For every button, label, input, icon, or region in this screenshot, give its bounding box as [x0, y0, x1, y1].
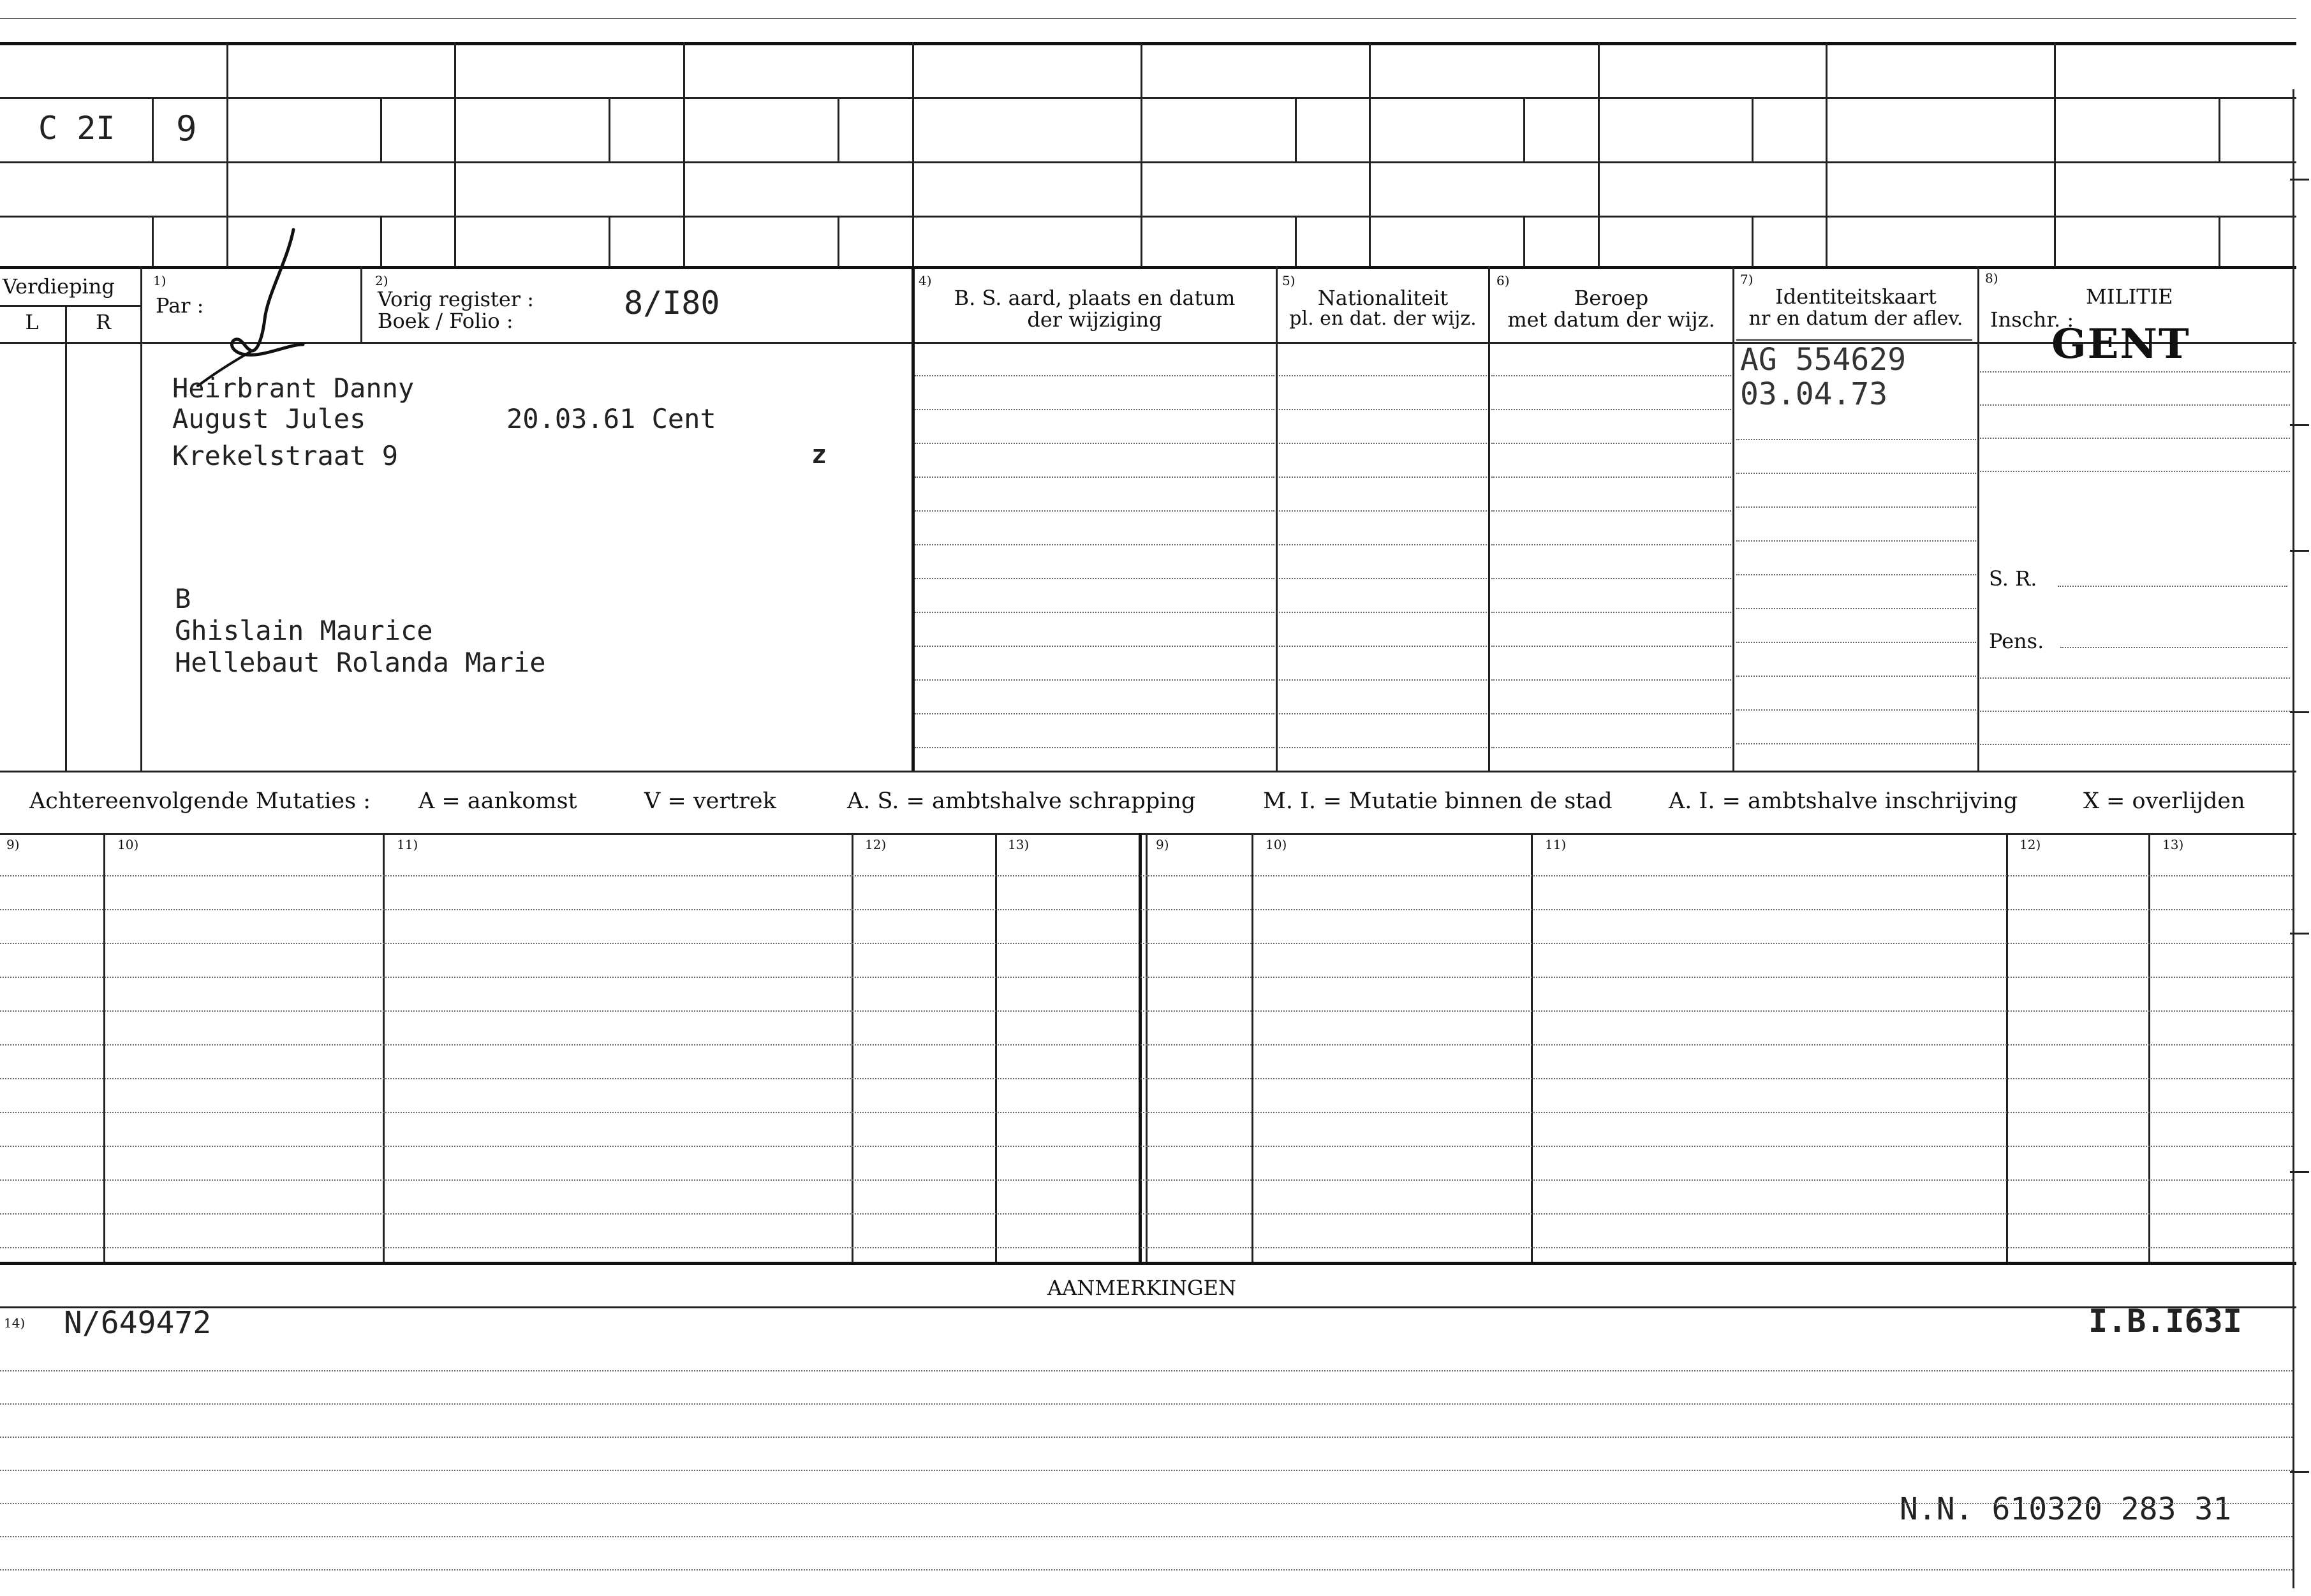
dotted-rule: [1279, 409, 1487, 410]
militie-stamp: GENT: [2051, 320, 2190, 368]
vline-id-end: [1977, 266, 1979, 771]
par-number: 1): [153, 273, 166, 288]
mut-vline: [1251, 833, 1253, 1262]
dotted-rule: [1980, 371, 2290, 373]
mut-vline: [103, 833, 105, 1262]
top-grid-vline: [1826, 42, 1827, 267]
vorig-register-label: Vorig register :: [378, 287, 535, 311]
dotted-rule: [1279, 679, 1487, 681]
dotted-rule: [1736, 608, 1976, 609]
dotted-rule: [1736, 540, 1976, 542]
dotted-rule: [915, 679, 1274, 681]
top-grid-vline: [454, 42, 456, 267]
dotted-rule: [1491, 646, 1731, 647]
top-grid-minor-vline: [609, 97, 610, 161]
mut-right-col-9: 9): [1156, 837, 1169, 852]
dotted-rule: [0, 1078, 2293, 1079]
vorig-number: 2): [375, 273, 388, 288]
verdieping-l-label: L: [25, 310, 39, 334]
top-grid-border: [0, 42, 2296, 45]
mutaties-ai: A. I. = ambtshalve inschrijving: [1669, 788, 2018, 814]
mutaties-a: A = aankomst: [418, 788, 577, 814]
dotted-rule: [1491, 713, 1731, 714]
person-father: Ghislain Maurice: [175, 615, 433, 646]
dotted-rule: [1491, 510, 1731, 512]
mut-vline: [995, 833, 997, 1262]
top-grid-minor-vline: [1295, 97, 1297, 161]
mut-right-col-12: 12): [2019, 837, 2041, 852]
dotted-rule: [1279, 510, 1487, 512]
dotted-rule: [0, 909, 2293, 910]
dotted-rule: [1491, 443, 1731, 444]
dotted-rule: [1736, 473, 1976, 474]
dotted-rule: [0, 1503, 2293, 1504]
dotted-rule: [0, 1044, 2293, 1046]
top-grid-minor-vline: [1295, 216, 1297, 267]
dotted-rule: [915, 612, 1274, 613]
mut-vline: [1531, 833, 1533, 1262]
nationaliteit-label-1: Nationaliteit: [1317, 286, 1449, 310]
mut-left-col-10: 10): [117, 837, 139, 852]
dotted-rule: [0, 943, 2293, 944]
top-edge-line: [0, 18, 2296, 19]
top-grid-minor-vline: [2219, 216, 2220, 267]
nationaliteit-label-2: pl. en dat. der wijz.: [1289, 307, 1477, 330]
dotted-rule: [1736, 709, 1976, 711]
dotted-rule: [1279, 443, 1487, 444]
pens-dotline: [2060, 647, 2287, 648]
top-grid-line: [0, 216, 2296, 218]
verdieping-divider: [0, 305, 140, 307]
dotted-rule: [915, 409, 1274, 410]
dotted-rule: [1491, 409, 1731, 410]
mutaties-x: X = overlijden: [2083, 788, 2245, 814]
code-right: 9: [176, 108, 197, 149]
person-address: Krekelstraat 9: [172, 440, 399, 471]
dotted-rule: [1279, 713, 1487, 714]
dotted-rule: [1491, 477, 1731, 478]
top-grid-minor-vline: [1752, 216, 1754, 267]
dotted-rule: [0, 1179, 2293, 1181]
top-grid-minor-vline: [380, 216, 382, 267]
dotted-rule: [1980, 438, 2290, 439]
verdieping-label: Verdieping: [3, 274, 115, 299]
mutaties-mi: M. I. = Mutatie binnen de stad: [1263, 788, 1613, 814]
dotted-rule: [1279, 375, 1487, 376]
top-grid-minor-vline: [838, 97, 839, 161]
bs-label-2: der wijziging: [1027, 307, 1162, 332]
vline-par-end: [360, 266, 362, 342]
dotted-rule: [1736, 439, 1976, 440]
header-bottom-line: [0, 342, 2296, 344]
par-label: Par :: [156, 293, 204, 318]
id-card-date: 03.04.73: [1740, 376, 1888, 412]
dotted-rule: [0, 1370, 2293, 1371]
mutaties-grid-bottom: [0, 1262, 2296, 1265]
vline-verdieping-mid: [65, 305, 67, 771]
code-left: C 2I: [38, 110, 115, 147]
mut-left-col-9: 9): [6, 837, 20, 852]
mut-vline-center-2: [1146, 833, 1148, 1262]
dotted-rule: [1736, 743, 1976, 744]
mut-vline: [2006, 833, 2008, 1262]
dotted-rule: [1736, 642, 1976, 643]
dotted-rule: [1279, 646, 1487, 647]
top-grid-minor-vline: [1523, 216, 1525, 267]
nationaliteit-number: 5): [1282, 273, 1296, 288]
dotted-rule: [1980, 471, 2290, 472]
mut-right-col-10: 10): [1266, 837, 1287, 852]
dotted-rule: [915, 544, 1274, 545]
dotted-rule: [0, 1403, 2293, 1405]
aanmerkingen-ib: I.B.I63I: [2088, 1303, 2242, 1340]
dotted-rule: [1491, 375, 1731, 376]
militie-number: 8): [1985, 270, 1998, 286]
identiteit-label-1: Identiteitskaart: [1775, 284, 1937, 309]
dotted-rule: [0, 875, 2293, 876]
id-card-underline: [1736, 339, 1972, 341]
dotted-rule: [915, 578, 1274, 579]
identiteit-number: 7): [1740, 272, 1754, 287]
dotted-rule: [1491, 544, 1731, 545]
top-grid-minor-vline: [2219, 97, 2220, 161]
mut-vline: [2148, 833, 2150, 1262]
militie-label: MILITIE: [2086, 284, 2173, 309]
dotted-rule: [0, 1569, 2293, 1570]
mutaties-top-line: [0, 771, 2296, 772]
dotted-rule: [0, 1010, 2293, 1012]
aanmerkingen-number: 14): [4, 1315, 26, 1331]
top-grid-minor-vline: [152, 97, 154, 161]
dotted-rule: [1491, 578, 1731, 579]
top-grid-vline: [1598, 42, 1600, 267]
mut-vline-center: [1139, 833, 1142, 1262]
top-grid-minor-vline: [152, 216, 154, 267]
dotted-rule: [1980, 677, 2290, 679]
dotted-rule: [0, 1247, 2293, 1248]
top-grid-vline: [1141, 42, 1142, 267]
vline-verdieping-end: [140, 266, 142, 771]
bs-number: 4): [919, 273, 932, 288]
mut-left-col-11: 11): [397, 837, 418, 852]
boek-folio-label: Boek / Folio :: [378, 309, 513, 333]
aanmerkingen-ref: N/649472: [64, 1305, 212, 1341]
dotted-rule: [915, 477, 1274, 478]
inschr-label: Inschr. :: [1990, 307, 2074, 332]
dotted-rule: [0, 1112, 2293, 1113]
dotted-rule: [915, 747, 1274, 748]
dotted-rule: [915, 510, 1274, 512]
beroep-number: 6): [1496, 273, 1510, 288]
dotted-rule: [1279, 544, 1487, 545]
mut-vline: [383, 833, 385, 1262]
mutaties-v: V = vertrek: [644, 788, 776, 814]
dotted-rule: [1980, 744, 2290, 745]
aanmerkingen-top-line: [0, 1306, 2296, 1308]
top-grid-minor-vline: [380, 97, 382, 161]
dotted-rule: [1279, 477, 1487, 478]
mutaties-grid-top: [0, 833, 2296, 835]
dotted-rule: [0, 1146, 2293, 1147]
mutaties-as: A. S. = ambtshalve schrapping: [847, 788, 1196, 814]
mut-right-col-13: 13): [2162, 837, 2184, 852]
top-grid-minor-vline: [1523, 97, 1525, 161]
top-grid-vline: [912, 42, 914, 267]
id-card-number: AG 554629: [1740, 342, 1907, 378]
top-grid-minor-vline: [838, 216, 839, 267]
vline-bs-end: [1276, 266, 1278, 771]
dotted-rule: [1736, 676, 1976, 677]
top-grid-minor-vline: [1752, 97, 1754, 161]
mut-left-col-13: 13): [1008, 837, 1030, 852]
sr-label: S. R.: [1989, 566, 2037, 591]
dotted-rule: [1279, 578, 1487, 579]
dotted-rule: [915, 713, 1274, 714]
person-name: Heirbrant Danny: [172, 373, 415, 404]
dotted-rule: [1736, 574, 1976, 575]
mut-vline: [852, 833, 853, 1262]
person-given-names: August Jules: [172, 403, 366, 434]
top-grid-vline: [1369, 42, 1371, 267]
beroep-label-1: Beroep: [1574, 286, 1649, 310]
vline-beroep-end: [1732, 266, 1734, 771]
dotted-rule: [915, 443, 1274, 444]
dotted-rule: [1980, 711, 2290, 712]
aanmerkingen-nn: N.N. 610320 283 31: [1900, 1491, 2232, 1527]
identiteit-label-2: nr en datum der aflev.: [1748, 307, 1963, 330]
dotted-rule: [0, 977, 2293, 978]
pens-label: Pens.: [1989, 629, 2044, 653]
top-grid-vline: [683, 42, 685, 267]
aanmerkingen-title: AANMERKINGEN: [1047, 1276, 1236, 1300]
vorig-register-value: 8/I80: [624, 284, 720, 321]
person-b-label: B: [175, 583, 191, 614]
dotted-rule: [0, 1536, 2293, 1537]
dotted-rule: [0, 1437, 2293, 1438]
dotted-rule: [915, 646, 1274, 647]
top-grid-line: [0, 97, 2296, 99]
person-mother: Hellebaut Rolanda Marie: [175, 647, 546, 678]
mut-left-col-12: 12): [865, 837, 887, 852]
dotted-rule: [1279, 612, 1487, 613]
vline-nat-end: [1488, 266, 1490, 771]
top-grid-line: [0, 161, 2296, 163]
par-handwritten-mark: [191, 223, 319, 389]
person-birth: 20.03.61 Cent: [506, 403, 716, 434]
dotted-rule: [1279, 747, 1487, 748]
verdieping-r-label: R: [95, 310, 112, 334]
bs-label-1: B. S. aard, plaats en datum: [954, 286, 1236, 310]
dotted-rule: [1980, 404, 2290, 406]
person-mark: z: [811, 440, 827, 469]
sr-dotline: [2058, 586, 2287, 587]
top-grid-vline: [2054, 42, 2056, 267]
dotted-rule: [915, 375, 1274, 376]
mut-right-col-11: 11): [1545, 837, 1567, 852]
vline-main-end: [912, 266, 915, 771]
dotted-rule: [0, 1470, 2293, 1471]
right-edge: [2293, 89, 2294, 1588]
beroep-label-2: met datum der wijz.: [1507, 307, 1715, 332]
dotted-rule: [0, 1213, 2293, 1215]
mutaties-title: Achtereenvolgende Mutaties :: [29, 788, 371, 814]
dotted-rule: [1491, 747, 1731, 748]
dotted-rule: [1491, 679, 1731, 681]
header-top-border: [0, 266, 2296, 269]
dotted-rule: [1736, 506, 1976, 508]
dotted-rule: [1491, 612, 1731, 613]
top-grid-minor-vline: [609, 216, 610, 267]
